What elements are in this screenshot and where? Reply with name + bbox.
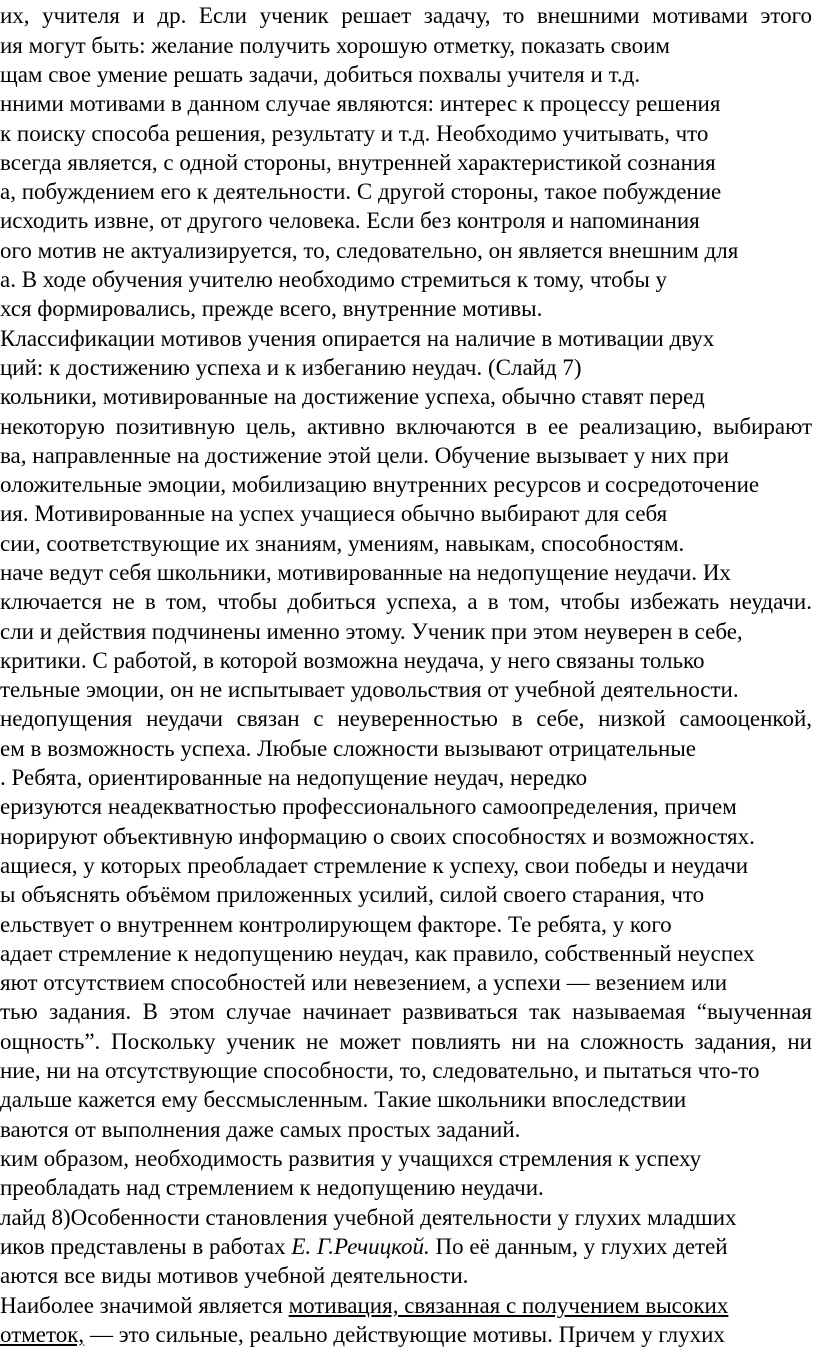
text-line: их, учителя и др. Если ученик решает задачу, то внешними мотивами этого — [0, 3, 812, 28]
text-line: преобладать над стремлением к недопущению неудачи. — [0, 1175, 544, 1200]
text-line-emphasis — [0, 1320, 725, 1350]
text-line: а. В ходе обучения учителю необходимо стремиться к тому, чтобы у — [0, 267, 668, 292]
text-line: лайд 8)Особенности становления учебной деятельности у глухих младших — [0, 1205, 737, 1230]
text-segment: Наиболее значимой является — [0, 1293, 289, 1318]
text-line: всегда является, с одной стороны, внутренней характеристикой сознания — [0, 150, 716, 175]
text-segment: — это сильные, реально действующие мотивы. Причем у глухих — [84, 1322, 725, 1347]
text-line: аются все виды мотивов учебной деятельности. — [0, 1263, 469, 1288]
text-line: нними мотивами в данном случае являются: интерес к процессу решения — [0, 91, 721, 116]
text-line: хся формировались, прежде всего, внутренние мотивы. — [0, 296, 543, 321]
text-line: ы объяснять объёмом приложенных усилий, силой своего старания, что — [0, 882, 705, 907]
text-line: ого мотив не актуализируется, то, следовательно, он является внешним для — [0, 238, 739, 263]
text-line: тью задания. В этом случае начинает развиваться так называемая “выученная — [0, 999, 812, 1024]
text-line: ваются от выполнения даже самых простых заданий. — [0, 1117, 521, 1142]
text-line-citation — [0, 1232, 728, 1262]
text-line: ия. Мотивированные на успех учащиеся обычно выбирают для себя — [0, 501, 668, 526]
text-line: дальше кажется ему бессмысленным. Такие школьники впоследствии — [0, 1087, 687, 1112]
text-line: адает стремление к недопущению неудач, как правило, собственный неуспех — [0, 941, 755, 966]
text-line: а, побуждением его к деятельности. С другой стороны, такое побуждение — [0, 179, 722, 204]
text-line: к поиску способа решения, результату и т.д. Необходимо учитывать, что — [0, 121, 709, 146]
text-line: ельствует о внутреннем контролирующем факторе. Те ребята, у кого — [0, 912, 672, 937]
text-line: ций: к достижению успеха и к избеганию неудач. (Слайд 7) — [0, 355, 582, 380]
text-line: ем в возможность успеха. Любые сложности вызывают отрицательные — [0, 736, 697, 761]
underlined-phrase: мотивация, связанная с получением высоких — [288, 1293, 729, 1318]
text-segment: иков представлены в работах — [0, 1234, 292, 1259]
text-line: . Ребята, ориентированные на недопущение неудач, нередко — [0, 765, 588, 790]
text-line: норируют объективную информацию о своих способностях и возможностях. — [0, 824, 755, 849]
text-line: сли и действия подчинены именно этому. Ученик при этом неуверен в себе, — [0, 619, 743, 644]
text-line: оложительные эмоции, мобилизацию внутренних ресурсов и сосредоточение — [0, 472, 760, 497]
text-line: критики. С работой, в которой возможна неудача, у него связаны только — [0, 648, 705, 673]
text-line: сии, соответствующие их знаниям, умениям, навыкам, способностям. — [0, 531, 685, 556]
text-line: ва, направленные на достижение этой цели. Обучение вызывает у них при — [0, 443, 729, 468]
text-line: ащиеся, у которых преобладает стремление к успеху, свои победы и неудачи — [0, 853, 749, 878]
text-line: тельные эмоции, он не испытывает удовольствия от учебной деятельности. — [0, 677, 739, 702]
text-line-emphasis — [0, 1291, 728, 1321]
text-line: яют отсутствием способностей или невезением, а успехи — везением или — [0, 970, 728, 995]
underlined-phrase: отметок, — [0, 1322, 85, 1347]
text-line: наче ведут себя школьники, мотивированные на недопущение неудачи. Их — [0, 560, 731, 585]
text-line: ключается не в том, чтобы добиться успеха, а в том, чтобы избежать неудачи. — [0, 589, 812, 614]
text-line: ким образом, необходимость развития у учащихся стремления к успеху — [0, 1146, 702, 1171]
text-line: Классификации мотивов учения опирается на наличие в мотивации двух — [0, 326, 715, 351]
text-line: еризуются неадекватностью профессионального самоопределения, причем — [0, 794, 737, 819]
text-line: ощность”. Поскольку ученик не может повлиять ни на сложность задания, ни — [0, 1029, 812, 1054]
text-line: кольники, мотивированные на достижение успеха, обычно ставят перед — [0, 384, 705, 409]
text-line: недопущения неудачи связан с неуверенностью в себе, низкой самооценкой, — [0, 706, 812, 731]
text-segment: По её данным, у глухих детей — [429, 1234, 728, 1259]
text-line: исходить извне, от другого человека. Если без контроля и напоминания — [0, 208, 700, 233]
text-line: ия могут быть: желание получить хорошую отметку, показать своим — [0, 33, 670, 58]
text-line: ние, ни на отсутствующие способности, то, следовательно, и пытаться что-то — [0, 1058, 760, 1083]
author-name: Е. Г.Речицкой. — [291, 1234, 430, 1259]
text-line: некоторую позитивную цель, активно включаются в ее реализацию, выбирают — [0, 414, 812, 439]
text-line: щам свое умение решать задачи, добиться похвалы учителя и т.д. — [0, 62, 641, 87]
